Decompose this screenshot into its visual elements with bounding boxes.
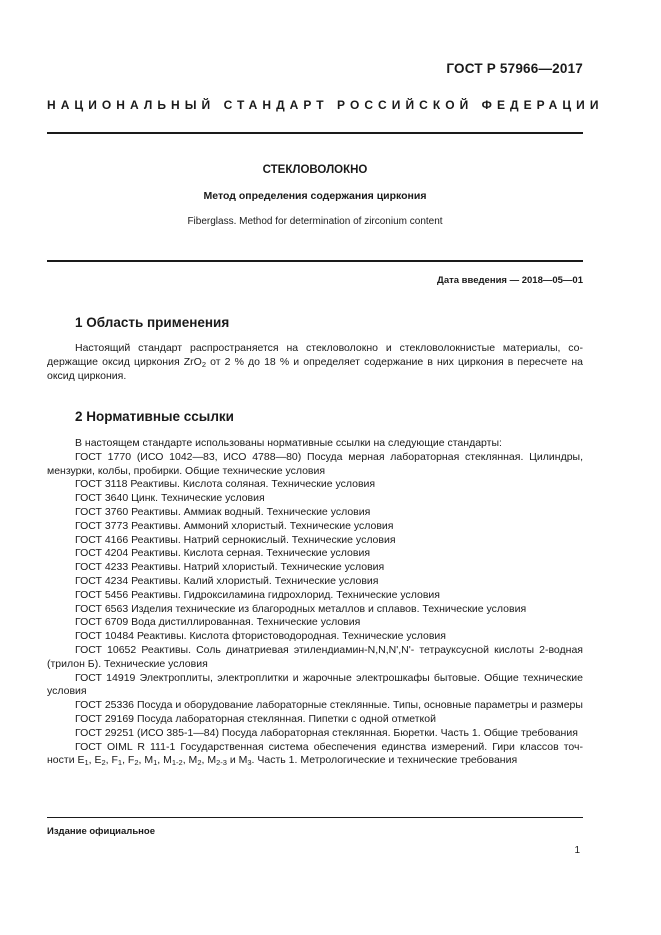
official-edition-label: Издание официальное bbox=[47, 826, 155, 837]
section-2-heading: 2 Нормативные ссылки bbox=[75, 409, 234, 424]
section-1-heading: 1 Область применения bbox=[75, 315, 230, 330]
references-list bbox=[47, 437, 583, 768]
reference-item: ГОСТ 4166 Реактивы. Натрий сернокислый. Технические условия bbox=[75, 533, 396, 546]
reference-item: ГОСТ 6563 Изделия технические из благородных металлов и сплавов. Технические условия bbox=[75, 602, 527, 615]
reference-item: ГОСТ 4204 Реактивы. Кислота серная. Технические условия bbox=[75, 547, 371, 560]
document-title: СТЕКЛОВОЛОКНО bbox=[262, 164, 368, 176]
reference-item: ГОСТ 25336 Посуда и оборудование лабораторные стеклянные. Типы, основные параметры и размеры bbox=[75, 699, 583, 712]
references-intro: В настоящем стандарте использованы нормативные ссылки на следующие стандарты: bbox=[75, 437, 502, 449]
reference-item: ГОСТ 14919 Электроплиты, электроплитки и жарочные электрошкафы бытовые. Общие технические условия bbox=[47, 671, 583, 698]
reference-item: ГОСТ 3640 Цинк. Технические условия bbox=[75, 492, 265, 505]
footer-rule bbox=[47, 817, 583, 818]
page-number: 1 bbox=[574, 845, 580, 856]
reference-item: ГОСТ 4234 Реактивы. Калий хлористый. Технические условия bbox=[75, 574, 379, 587]
gost-number: ГОСТ Р 57966—2017 bbox=[446, 61, 583, 76]
reference-item: ГОСТ 5456 Реактивы. Гидроксиламина гидрохлорид. Технические условия bbox=[75, 588, 440, 601]
english-title: Fiberglass. Method for determination of zirconium content bbox=[187, 216, 443, 227]
intro-date: Дата введения — 2018—05—01 bbox=[437, 275, 583, 286]
reference-item: ГОСТ 29169 Посуда лабораторная стеклянная. Пипетки с одной отметкой bbox=[75, 712, 436, 725]
national-standard-heading: НАЦИОНАЛЬНЫЙ СТАНДАРТ РОССИЙСКОЙ ФЕДЕРАЦИИ bbox=[47, 98, 604, 112]
section-1-text: Настоящий стандарт распространяется на стекловолокно и стекловолокнистые материалы, содержащие оксид циркония ZrO$_2$ от 2 % до 18 % и определяет содержание в них циркония в пересчете на оксид циркония. bbox=[47, 342, 583, 382]
reference-item: ГОСТ 3118 Реактивы. Кислота соляная. Технические условия bbox=[75, 478, 376, 491]
reference-item: ГОСТ 4233 Реактивы. Натрий хлористый. Технические условия bbox=[75, 561, 385, 574]
reference-item: ГОСТ 29251 (ИСО 385-1—84) Посуда лабораторная стеклянная. Бюретки. Часть 1. Общие требования bbox=[75, 726, 578, 739]
document-subtitle: Метод определения содержания циркония bbox=[203, 190, 427, 202]
reference-item: ГОСТ 10484 Реактивы. Кислота фтористоводородная. Технические условия bbox=[75, 630, 446, 643]
reference-item: ГОСТ 3773 Реактивы. Аммоний хлористый. Технические условия bbox=[75, 519, 394, 532]
reference-item: ГОСТ 3760 Реактивы. Аммиак водный. Технические условия bbox=[75, 505, 371, 518]
reference-item: ГОСТ 1770 (ИСО 1042—83, ИСО 4788—80) Посуда мерная лабораторная стеклянная. Цилиндры, мензурки, колбы, пробирки. Общие технические условия bbox=[47, 450, 583, 477]
reference-item: ГОСТ 6709 Вода дистиллированная. Технические условия bbox=[75, 616, 361, 629]
reference-item: ГОСТ 10652 Реактивы. Соль динатриевая этилендиамин-N,N,N',N'- тетрауксусной кислоты 2-водная (трилон Б). Технические условия bbox=[47, 643, 583, 670]
title-rule bbox=[47, 260, 583, 262]
header-rule bbox=[47, 132, 583, 134]
reference-item-oiml: ГОСТ OIML R 111-1 Государственная система обеспечения единства измерений. Гири классов точности $E_1$, $E_2$, $F_1$, $F_2$, $M_1$, $M_{1-2}$, $M_2$, $M_{2-3}$ и $M_3$. Часть 1. Метрологические и технические требования bbox=[47, 740, 583, 768]
